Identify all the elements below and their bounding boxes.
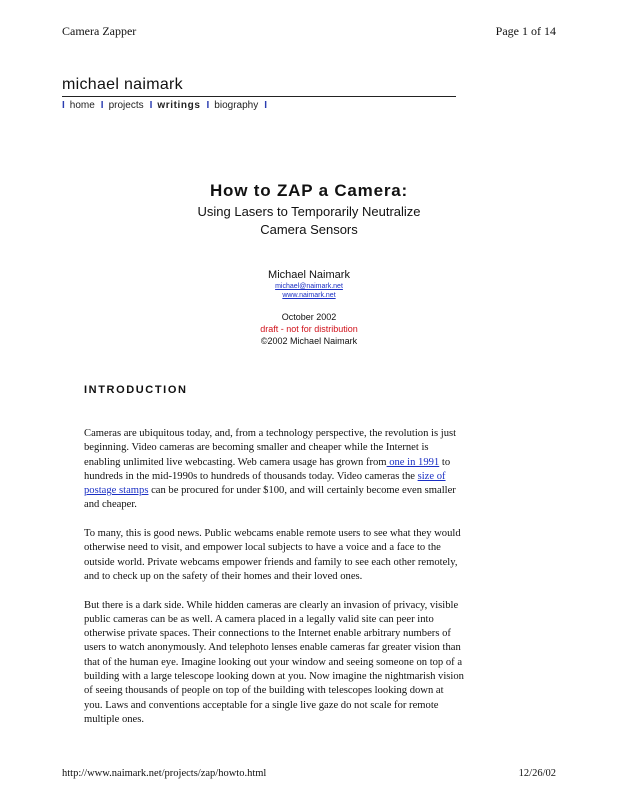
nav-link-writings[interactable]: writings (157, 100, 201, 111)
print-header-page-number: Page 1 of 14 (495, 24, 556, 38)
paragraph (84, 427, 464, 513)
site-nav (62, 100, 456, 111)
print-header (62, 24, 556, 40)
nav-link-home[interactable]: home (69, 100, 95, 111)
print-header-title: Camera Zapper (62, 24, 137, 38)
author-website-link[interactable]: www.naimark.net (282, 292, 336, 299)
author-block (0, 268, 618, 347)
author-name: Michael Naimark (268, 269, 350, 281)
paragraph-text: Cameras are ubiquitous today, and, from a technology perspective, the revolution is just beginning. Video cameras are becoming smaller and cheaper while the Internet is enabling unlimited live webcasting. Web camera usage has grown from (84, 428, 457, 468)
print-footer-url: http://www.naimark.net/projects/zap/howto.html (62, 768, 267, 779)
document-subtitle-line-2: Camera Sensors (260, 222, 358, 237)
draft-notice: draft - not for distribution (260, 324, 358, 334)
nav-link-biography[interactable]: biography (214, 100, 259, 111)
document-subtitle-line-1: Using Lasers to Temporarily Neutralize (197, 204, 421, 219)
paragraph-text: can be procured for under $100, and will certainly become even smaller and cheaper. (84, 485, 456, 511)
document-title: How to ZAP a Camera: (209, 181, 408, 200)
print-footer-date: 12/26/02 (518, 768, 556, 779)
paragraph: But there is a dark side. While hidden cameras are clearly an invasion of privacy, visible public cameras can be as well. A camera placed in a legally valid site can peer into otherwise private spaces. Their connections to the Internet enable arbitrary numbers of users to watch anonymously. And telephoto lenses enable cameras far greater vision than that of the human eye. Imagine looking out your window and seeing someone on top of a building with a large telescope looking down at you. Now imagine the nightmarish vision of seeing thousands of people on top of the building with telescopes looking down at you. Laws and conventions acceptable for a single live gaze do not scale for remote multiple ones. (84, 599, 464, 725)
paragraph-text: to hundreds in the mid-1990s to hundreds of thousands today. Video cameras the (84, 456, 451, 482)
link-size-of-postage-stamps[interactable]: size of postage stamps (84, 470, 446, 497)
copyright-notice: ©2002 Michael Naimark (260, 336, 358, 346)
author-email-link[interactable]: michael@naimark.net (275, 283, 343, 290)
section-heading-introduction: INTRODUCTION (84, 384, 188, 396)
nav-separator: I (62, 100, 65, 111)
nav-separator: I (206, 100, 210, 111)
nav-separator: I (149, 100, 153, 111)
introduction-body (84, 427, 464, 742)
site-header (62, 76, 456, 111)
title-block (0, 180, 618, 238)
nav-link-projects[interactable]: projects (108, 100, 144, 111)
print-footer (62, 768, 556, 784)
paragraph: To many, this is good news. Public webcams enable remote users to see what they would otherwise need to visit, and empower local subjects to have a voice and a face to the outside world. Private webcams empower friends and family to see each other remotely, and to check up on the safety of their homes and their loved ones. (84, 528, 461, 582)
link-one-in-1991[interactable]: one in 1991 (386, 456, 440, 468)
nav-separator: I (100, 100, 104, 111)
document-date: October 2002 (281, 312, 337, 322)
nav-separator: I (264, 100, 267, 111)
site-title: michael naimark (62, 76, 456, 97)
